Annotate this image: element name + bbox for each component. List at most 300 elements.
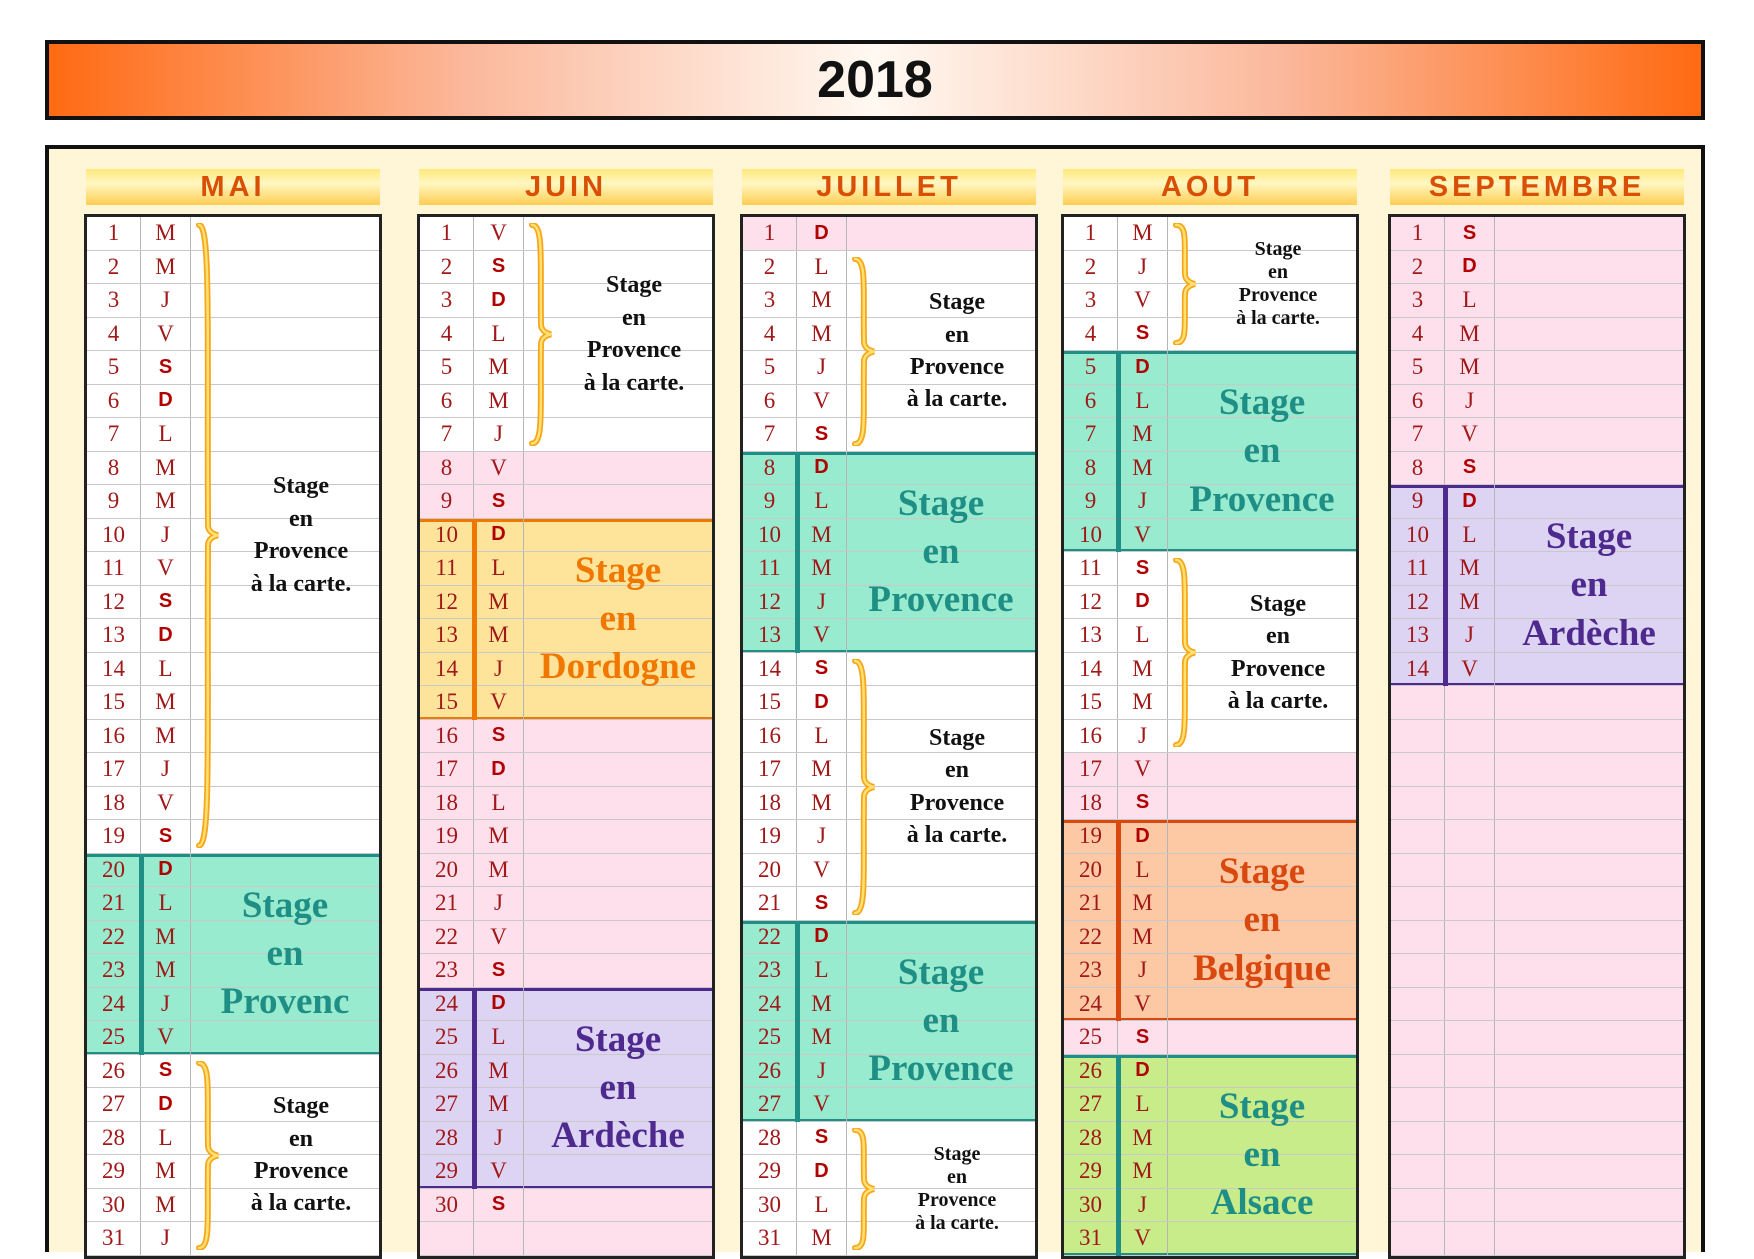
day-row: [420, 954, 712, 988]
weekday-letter: D: [1445, 485, 1495, 518]
day-number: 19: [743, 820, 797, 853]
day-row: [420, 854, 712, 888]
day-number: 25: [743, 1021, 797, 1054]
block-label-area: [87, 217, 379, 854]
weekday-letter: S: [474, 720, 524, 753]
weekday-letter: V: [474, 452, 524, 485]
day-number: 6: [420, 385, 474, 418]
weekday-letter: J: [1445, 385, 1495, 418]
stage-label: [1495, 485, 1683, 686]
stage-bar: [1116, 820, 1121, 1021]
weekday-letter: S: [1445, 452, 1495, 485]
empty-row: [1391, 1189, 1683, 1223]
weekday-letter: D: [1118, 820, 1168, 853]
block-label-area: [743, 921, 1035, 1122]
weekday-letter: V: [141, 787, 191, 820]
stage-label-line: Stage: [273, 1093, 329, 1120]
weekday-letter: M: [474, 586, 524, 619]
day-row: [420, 820, 712, 854]
month-header-aout: AOUT: [1063, 169, 1357, 205]
weekday-letter: D: [141, 854, 191, 887]
day-number: 30: [743, 1189, 797, 1222]
empty-cell: [1391, 921, 1445, 954]
empty-cell: [1445, 954, 1495, 987]
weekday-letter: L: [474, 1021, 524, 1054]
day-row: [1391, 318, 1683, 352]
weekday-letter: V: [797, 619, 847, 652]
stage-label-line: Stage: [1250, 590, 1306, 617]
day-number: 17: [87, 753, 141, 786]
empty-row: [1391, 787, 1683, 821]
stage-label: [847, 452, 1035, 653]
empty-cell: [1445, 1222, 1495, 1255]
empty-cell: [1445, 1189, 1495, 1222]
weekday-letter: D: [474, 988, 524, 1021]
day-row: [1391, 385, 1683, 419]
weekday-letter: V: [1445, 653, 1495, 686]
stage-label-line: Provenc: [220, 981, 350, 1023]
empty-cell: [1445, 1088, 1495, 1121]
weekday-letter: S: [141, 820, 191, 853]
day-number: 8: [743, 452, 797, 485]
day-row: [1391, 251, 1683, 285]
curly-brace-icon: [851, 659, 877, 915]
stage-label-line: en: [599, 1066, 637, 1108]
empty-cell: [1391, 1222, 1445, 1255]
stage-label-line: à la carte.: [250, 1190, 352, 1217]
day-number: 10: [420, 519, 474, 552]
day-number: 7: [1391, 418, 1445, 451]
weekday-letter: L: [474, 318, 524, 351]
stage-label-line: Stage: [929, 289, 985, 316]
stage-label-line: en: [1266, 623, 1290, 650]
empty-cell: [1445, 720, 1495, 753]
day-number: 23: [87, 954, 141, 987]
weekday-letter: M: [797, 1021, 847, 1054]
day-number: 20: [1064, 854, 1118, 887]
day-number: 24: [87, 988, 141, 1021]
day-number: 1: [1391, 217, 1445, 250]
weekday-letter: V: [1118, 753, 1168, 786]
weekday-letter: L: [1118, 854, 1168, 887]
stage-label-line: à la carte.: [906, 386, 1008, 413]
curly-brace-icon: [1172, 223, 1198, 345]
weekday-letter: V: [1118, 1222, 1168, 1255]
weekday-letter: M: [1445, 552, 1495, 585]
stage-label-line: en: [622, 304, 646, 331]
day-number: 14: [743, 653, 797, 686]
stage-label-line: Stage: [929, 724, 985, 751]
empty-cell: [1445, 1055, 1495, 1088]
weekday-letter: J: [1118, 485, 1168, 518]
weekday-letter: S: [1118, 552, 1168, 585]
day-number: 30: [420, 1189, 474, 1222]
day-number: 10: [1064, 519, 1118, 552]
stage-label-line: Stage: [574, 549, 662, 591]
empty-cell: [1445, 1122, 1495, 1155]
day-number: 5: [1391, 351, 1445, 384]
day-number: 14: [1391, 653, 1445, 686]
day-number: 13: [420, 619, 474, 652]
day-number: 28: [420, 1122, 474, 1155]
weekday-letter: M: [141, 921, 191, 954]
empty-cell: [1445, 921, 1495, 954]
day-number: 21: [420, 887, 474, 920]
weekday-letter: M: [1118, 887, 1168, 920]
day-number: 11: [1064, 552, 1118, 585]
weekday-letter: S: [797, 887, 847, 920]
weekday-letter: S: [141, 1055, 191, 1088]
day-number: 25: [420, 1021, 474, 1054]
stage-label-line: à la carte.: [1227, 687, 1329, 714]
weekday-letter: L: [1445, 519, 1495, 552]
day-number: 15: [87, 686, 141, 719]
day-number: 24: [743, 988, 797, 1021]
day-number: 28: [743, 1122, 797, 1155]
day-number: 22: [743, 921, 797, 954]
empty-row: [1391, 1055, 1683, 1089]
day-number: 25: [87, 1021, 141, 1054]
month-column-aout: [1061, 214, 1359, 1259]
empty-cell: [1445, 1155, 1495, 1188]
weekday-letter: M: [797, 787, 847, 820]
weekday-letter: J: [141, 519, 191, 552]
day-number: 27: [87, 1088, 141, 1121]
weekday-letter: M: [1445, 318, 1495, 351]
empty-cell: [1391, 1088, 1445, 1121]
weekday-letter: L: [141, 887, 191, 920]
day-number: 4: [1391, 318, 1445, 351]
block-label-area: [1391, 485, 1683, 686]
day-number: 1: [87, 217, 141, 250]
weekday-letter: V: [474, 1155, 524, 1188]
weekday-letter: V: [141, 318, 191, 351]
empty-cell: [1391, 1055, 1445, 1088]
day-number: 27: [743, 1088, 797, 1121]
weekday-letter: L: [1118, 385, 1168, 418]
day-number: 19: [87, 820, 141, 853]
empty-cell: [1391, 720, 1445, 753]
weekday-letter: M: [141, 686, 191, 719]
weekday-letter: M: [141, 1155, 191, 1188]
day-number: 5: [87, 351, 141, 384]
day-number: 14: [87, 653, 141, 686]
weekday-letter: S: [474, 1189, 524, 1222]
stage-label-line: Stage: [273, 473, 329, 500]
curly-brace-icon: [195, 1061, 221, 1250]
day-row: [420, 887, 712, 921]
day-number: 25: [1064, 1021, 1118, 1054]
weekday-letter: M: [474, 351, 524, 384]
stage-label: [1168, 351, 1356, 552]
stage-bar: [1116, 351, 1121, 552]
day-number: 7: [87, 418, 141, 451]
stage-label-line: Stage: [241, 884, 329, 926]
day-row: [420, 787, 712, 821]
day-number: 13: [743, 619, 797, 652]
brace: [1172, 558, 1198, 747]
weekday-letter: V: [1118, 519, 1168, 552]
day-number: 24: [420, 988, 474, 1021]
stage-label: [1200, 217, 1356, 351]
day-number: 6: [1064, 385, 1118, 418]
weekday-letter: S: [1118, 787, 1168, 820]
day-number: 10: [1391, 519, 1445, 552]
stage-label-line: en: [922, 530, 960, 572]
weekday-letter: D: [797, 921, 847, 954]
weekday-letter: D: [474, 284, 524, 317]
stage-bar: [1443, 485, 1448, 686]
block-label-area: [1064, 1055, 1356, 1256]
day-number: 21: [1064, 887, 1118, 920]
day-number: 12: [1391, 586, 1445, 619]
day-number: 1: [1064, 217, 1118, 250]
weekday-letter: M: [141, 954, 191, 987]
weekday-letter: J: [797, 351, 847, 384]
weekday-letter: L: [1445, 284, 1495, 317]
day-row: [1391, 284, 1683, 318]
stage-label-line: Stage: [1218, 382, 1306, 424]
empty-row: [1391, 854, 1683, 888]
day-number: 1: [420, 217, 474, 250]
stage-label-line: en: [289, 1125, 313, 1152]
empty-cell: [1391, 1189, 1445, 1222]
weekday-letter: V: [797, 385, 847, 418]
day-number: 5: [420, 351, 474, 384]
weekday-letter: J: [797, 586, 847, 619]
stage-label-line: Provence: [1230, 655, 1326, 682]
curly-brace-icon: [195, 223, 221, 848]
brace: [195, 1061, 221, 1250]
brace: [851, 257, 877, 446]
day-number: 8: [420, 452, 474, 485]
empty-cell: [1391, 854, 1445, 887]
weekday-letter: L: [797, 1189, 847, 1222]
stage-label-line: Stage: [1254, 238, 1302, 260]
day-number: 16: [420, 720, 474, 753]
weekday-letter: S: [141, 586, 191, 619]
empty-row: [1391, 1122, 1683, 1156]
day-number: 26: [743, 1055, 797, 1088]
day-number: 7: [1064, 418, 1118, 451]
weekday-letter: S: [797, 1122, 847, 1155]
day-number: 11: [1391, 552, 1445, 585]
weekday-letter: S: [474, 251, 524, 284]
weekday-letter: D: [797, 452, 847, 485]
weekday-letter: D: [1118, 1055, 1168, 1088]
day-number: 16: [743, 720, 797, 753]
day-row: [420, 452, 712, 486]
stage-label-line: Alsace: [1210, 1182, 1314, 1224]
stage-label-line: Stage: [574, 1018, 662, 1060]
day-number: 19: [420, 820, 474, 853]
weekday-letter: V: [797, 854, 847, 887]
empty-cell: [1391, 887, 1445, 920]
day-number: 8: [1064, 452, 1118, 485]
day-number: 14: [420, 653, 474, 686]
weekday-letter: J: [474, 653, 524, 686]
brace: [851, 659, 877, 915]
day-number: 28: [87, 1122, 141, 1155]
day-number: 6: [743, 385, 797, 418]
weekday-letter: J: [141, 988, 191, 1021]
weekday-letter: M: [141, 720, 191, 753]
stage-label-line: Provence: [909, 789, 1005, 816]
weekday-letter: S: [797, 418, 847, 451]
month-header-juillet: JUILLET: [742, 169, 1036, 205]
weekday-letter: J: [797, 820, 847, 853]
weekday-letter: D: [141, 385, 191, 418]
empty-row: [1391, 1021, 1683, 1055]
empty-row: [1391, 954, 1683, 988]
day-number: 9: [420, 485, 474, 518]
day-number: 16: [1064, 720, 1118, 753]
weekday-letter: D: [141, 619, 191, 652]
day-number: 29: [87, 1155, 141, 1188]
day-number: 2: [1391, 251, 1445, 284]
day-row: [1391, 217, 1683, 251]
stage-label-line: à la carte.: [583, 369, 685, 396]
weekday-letter: L: [141, 418, 191, 451]
weekday-letter: J: [474, 1122, 524, 1155]
day-number: 18: [420, 787, 474, 820]
brace: [1172, 223, 1198, 345]
day-number: 11: [420, 552, 474, 585]
weekday-letter: M: [141, 1189, 191, 1222]
stage-label-line: à la carte.: [906, 821, 1008, 848]
day-number: 22: [420, 921, 474, 954]
stage-label: [191, 854, 379, 1055]
empty-cell: [1445, 787, 1495, 820]
day-number: 6: [87, 385, 141, 418]
stage-label-line: Provence: [253, 538, 349, 565]
stage-label: [556, 217, 712, 452]
stage-label-line: Stage: [606, 272, 662, 299]
month-column-juin: [417, 214, 715, 1259]
empty-cell: [1445, 854, 1495, 887]
block-label-area: [1064, 820, 1356, 1021]
day-number: 15: [420, 686, 474, 719]
block-label-area: [743, 1122, 1035, 1256]
day-number: 30: [87, 1189, 141, 1222]
stage-bar: [472, 988, 477, 1189]
block-label-area: [87, 854, 379, 1055]
day-number: 2: [87, 251, 141, 284]
weekday-letter: L: [797, 251, 847, 284]
month-column-juillet: [740, 214, 1038, 1259]
stage-label: [524, 519, 712, 720]
day-number: 3: [87, 284, 141, 317]
day-row: [420, 485, 712, 519]
weekday-letter: J: [1118, 251, 1168, 284]
weekday-letter: L: [797, 720, 847, 753]
day-number: 11: [87, 552, 141, 585]
day-number: 12: [420, 586, 474, 619]
stage-label: [223, 217, 379, 854]
day-number: 23: [420, 954, 474, 987]
weekday-letter: D: [141, 1088, 191, 1121]
day-number: 10: [743, 519, 797, 552]
stage-label: [847, 921, 1035, 1122]
day-number: 13: [1391, 619, 1445, 652]
day-number: 9: [1391, 485, 1445, 518]
empty-row: [1391, 686, 1683, 720]
block-label-area: [420, 988, 712, 1189]
weekday-letter: M: [797, 988, 847, 1021]
weekday-letter: D: [1445, 251, 1495, 284]
day-number: 28: [1064, 1122, 1118, 1155]
day-number: 22: [87, 921, 141, 954]
empty-cell: [1391, 686, 1445, 719]
weekday-letter: L: [797, 954, 847, 987]
weekday-letter: J: [1118, 1189, 1168, 1222]
day-number: 15: [1064, 686, 1118, 719]
stage-label-line: en: [599, 597, 637, 639]
stage-label-line: Stage: [1218, 1085, 1306, 1127]
weekday-letter: M: [1118, 1155, 1168, 1188]
curly-brace-icon: [851, 257, 877, 446]
month-column-mai: [84, 214, 382, 1259]
day-number: 29: [420, 1155, 474, 1188]
stage-bar: [1116, 1055, 1121, 1256]
day-number: 22: [1064, 921, 1118, 954]
stage-label-line: Provence: [1238, 284, 1318, 306]
stage-label-line: Belgique: [1193, 947, 1331, 989]
stage-label-line: à la carte.: [1236, 307, 1320, 329]
day-row: [1064, 753, 1356, 787]
day-number: 11: [743, 552, 797, 585]
stage-label: [1168, 1055, 1356, 1256]
empty-row: [1391, 1222, 1683, 1256]
day-number: 3: [743, 284, 797, 317]
day-number: 20: [87, 854, 141, 887]
day-number: 21: [743, 887, 797, 920]
empty-cell: [1445, 988, 1495, 1021]
weekday-letter: M: [474, 619, 524, 652]
stage-label-line: en: [1268, 261, 1288, 283]
day-number: 27: [420, 1088, 474, 1121]
day-number: 20: [420, 854, 474, 887]
empty-row: [1391, 1088, 1683, 1122]
day-number: 14: [1064, 653, 1118, 686]
stage-label: [1168, 820, 1356, 1021]
weekday-letter: M: [141, 217, 191, 250]
stage-label-line: Provence: [868, 579, 1014, 621]
day-number: 26: [87, 1055, 141, 1088]
empty-cell: [1391, 988, 1445, 1021]
month-column-septembre: [1388, 214, 1686, 1259]
day-number: 2: [743, 251, 797, 284]
empty-cell: [1445, 820, 1495, 853]
weekday-letter: J: [141, 753, 191, 786]
stage-label-line: en: [1243, 430, 1281, 472]
weekday-letter: M: [1118, 1122, 1168, 1155]
weekday-letter: J: [141, 284, 191, 317]
day-number: 13: [87, 619, 141, 652]
day-number: 8: [1391, 452, 1445, 485]
day-number: 24: [1064, 988, 1118, 1021]
day-row: [1391, 452, 1683, 486]
weekday-letter: V: [474, 217, 524, 250]
empty-cell: [1445, 753, 1495, 786]
weekday-letter: V: [141, 1021, 191, 1054]
block-label-area: [1064, 351, 1356, 552]
stage-label-line: Provence: [909, 354, 1005, 380]
weekday-letter: M: [474, 820, 524, 853]
weekday-letter: V: [1445, 418, 1495, 451]
stage-label-line: Stage: [1545, 516, 1633, 558]
day-row: [420, 921, 712, 955]
